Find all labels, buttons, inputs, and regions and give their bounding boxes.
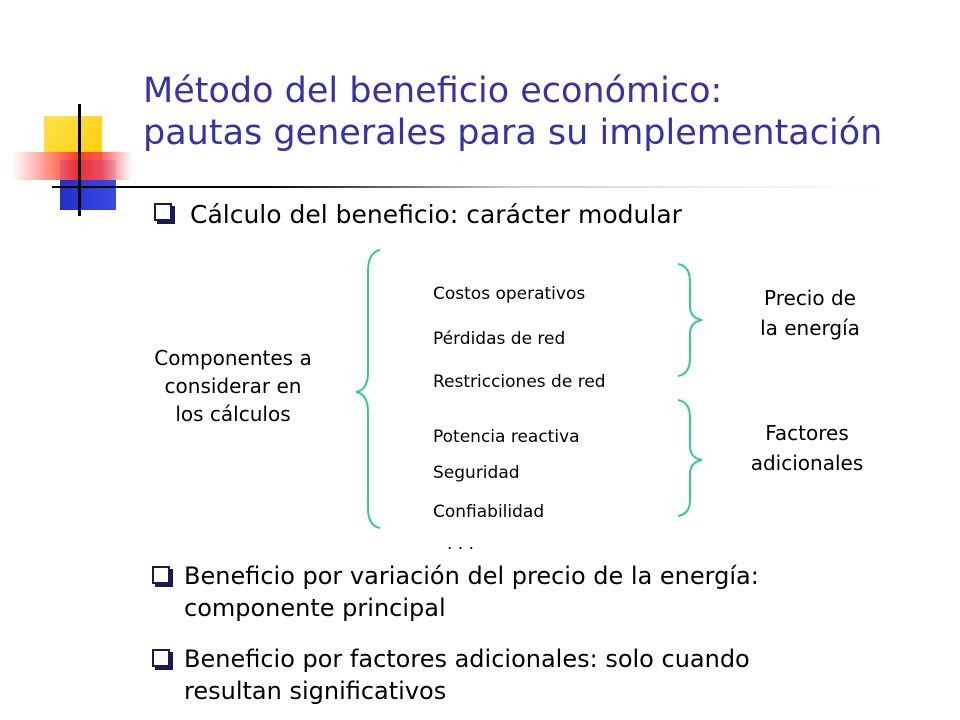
- item-network-losses: Pérdidas de red: [433, 329, 566, 349]
- item-reactive-power: Potencia reactiva: [433, 427, 580, 447]
- additional-factors-label-line2: adicionales: [750, 451, 864, 475]
- factors-brace: [678, 400, 702, 516]
- bullet-energy-price-line2: componente principal: [184, 594, 446, 622]
- bullet-icon: [152, 649, 170, 667]
- components-label-line2: considerar en: [164, 374, 302, 398]
- bullet-main-text: Cálculo del beneficio: carácter modular: [190, 200, 682, 229]
- bullet-additional-factors: [184, 643, 750, 707]
- left-brace: [356, 250, 380, 528]
- energy-price-label-line1: Precio de: [764, 286, 856, 310]
- bullet-icon: [152, 566, 170, 584]
- item-network-restrictions: Restricciones de red: [433, 372, 606, 392]
- bullet-additional-factors-line1: Beneficio por factores adicionales: solo cuando: [184, 645, 750, 673]
- item-operating-costs: Costos operativos: [433, 284, 586, 304]
- item-ellipsis: . . .: [447, 534, 475, 554]
- additional-factors-label-line1: Factores: [765, 421, 849, 445]
- additional-factors-label: [722, 418, 892, 478]
- item-reliability: Confiabilidad: [433, 502, 545, 522]
- bullet-energy-price: [184, 560, 759, 624]
- price-brace: [678, 264, 702, 376]
- energy-price-label: [730, 283, 890, 343]
- slide-title-line2: pautas generales para su implementación: [143, 113, 883, 153]
- energy-price-label-line2: la energía: [760, 316, 860, 340]
- slide-title-line1: Método del beneficio económico:: [143, 71, 723, 111]
- components-label-line1: Componentes a: [154, 346, 312, 370]
- bullet-additional-factors-line2: resultan significativos: [184, 677, 447, 705]
- item-security: Seguridad: [433, 463, 520, 483]
- bullet-energy-price-line1: Beneficio por variación del precio de la energía:: [184, 562, 759, 590]
- components-label-line3: los cálculos: [175, 402, 291, 426]
